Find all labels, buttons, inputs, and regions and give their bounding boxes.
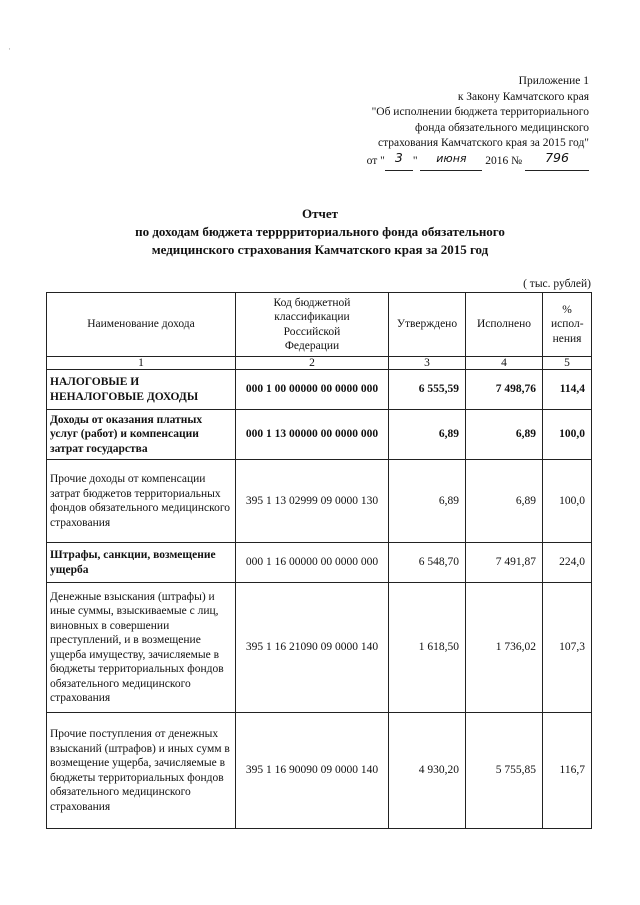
table-row xyxy=(47,543,592,583)
row-approved: 6,89 xyxy=(389,460,466,543)
title-line-1: Отчет xyxy=(302,206,338,221)
row-executed: 7 498,76 xyxy=(466,370,543,410)
row-executed: 6,89 xyxy=(466,460,543,543)
date-day-field xyxy=(385,149,413,171)
row-percent: 100,0 xyxy=(543,410,592,460)
row-approved: 6 555,59 xyxy=(389,370,466,410)
appendix-line-4: фонда обязательного медицинского xyxy=(415,121,589,134)
row-executed: 6,89 xyxy=(466,410,543,460)
header-row xyxy=(47,293,592,357)
units-note: ( тыс. рублей) xyxy=(523,278,591,290)
appendix-line-5: страхования Камчатского края за 2015 год" xyxy=(377,137,589,150)
header-percent: % испол-нения xyxy=(543,293,592,357)
row-code: 000 1 13 00000 00 0000 000 xyxy=(236,410,389,460)
row-percent: 107,3 xyxy=(543,583,592,713)
row-code: 395 1 16 21090 09 0000 140 xyxy=(236,583,389,713)
col-index-1: 1 xyxy=(47,357,236,370)
row-executed: 7 491,87 xyxy=(466,543,543,583)
table-row xyxy=(47,410,592,460)
row-approved: 6 548,70 xyxy=(389,543,466,583)
row-name: Прочие доходы от компенсации затрат бюджетов территориальных фондов обязательного медицинского страхования xyxy=(47,460,236,543)
row-percent: 114,4 xyxy=(543,370,592,410)
row-code: 000 1 00 00000 00 0000 000 xyxy=(236,370,389,410)
law-number-field xyxy=(525,149,589,171)
appendix-line-3: "Об исполнении бюджета территориального xyxy=(371,106,589,119)
appendix-line-1: Приложение 1 xyxy=(518,75,589,87)
table-row xyxy=(47,583,592,713)
title-line-2: по доходам бюджета терррриториального фонда обязательного xyxy=(135,224,505,239)
col-index-5: 5 xyxy=(543,357,592,370)
header-name: Наименование дохода xyxy=(47,293,236,357)
row-approved: 6,89 xyxy=(389,410,466,460)
row-code: 395 1 13 02999 09 0000 130 xyxy=(236,460,389,543)
row-name: Денежные взыскания (штрафы) и иные суммы, взыскиваемые с лиц, виновных в совершении преступлений, и в возмещение ущерба имуществу, зачисляемые в бюджеты территориальных фондов обязательного медицинского страхования xyxy=(47,583,236,713)
row-code: 395 1 16 90090 09 0000 140 xyxy=(236,713,389,829)
header-approved: Утверждено xyxy=(389,293,466,357)
header-executed: Исполнено xyxy=(466,293,543,357)
table-row xyxy=(47,370,592,410)
row-percent: 116,7 xyxy=(543,713,592,829)
row-approved: 1 618,50 xyxy=(389,583,466,713)
income-table xyxy=(46,292,592,829)
row-code: 000 1 16 00000 00 0000 000 xyxy=(236,543,389,583)
date-day-close: " xyxy=(412,154,418,167)
row-executed: 5 755,85 xyxy=(466,713,543,829)
row-percent: 224,0 xyxy=(543,543,592,583)
table-row xyxy=(47,460,592,543)
col-index-3: 3 xyxy=(389,357,466,370)
date-year: 2016 № xyxy=(485,154,523,167)
header-code: Код бюджетной классификации Российской Федерации xyxy=(236,293,389,357)
date-day: 3 xyxy=(394,149,403,165)
row-executed: 1 736,02 xyxy=(466,583,543,713)
row-name: Доходы от оказания платных услуг (работ) и компенсации затрат государства xyxy=(47,410,236,460)
col-index-2: 2 xyxy=(236,357,389,370)
row-name: Штрафы, санкции, возмещение ущерба xyxy=(47,543,236,583)
row-name: Прочие поступления от денежных взысканий (штрафов) и иных сумм в возмещение ущерба, зачисляемые в бюджеты территориальных фондов обязательного медицинского страхования xyxy=(47,713,236,829)
appendix-line-2: к Закону Камчатского края xyxy=(457,90,589,103)
row-name: НАЛОГОВЫЕ И НЕНАЛОГОВЫЕ ДОХОДЫ xyxy=(47,370,236,410)
title-line-3: медицинского страхования Камчатского края за 2015 год xyxy=(151,242,489,257)
law-date-line xyxy=(289,149,589,171)
table-row xyxy=(47,713,592,829)
date-month-field xyxy=(420,153,482,171)
row-percent: 100,0 xyxy=(543,460,592,543)
row-approved: 4 930,20 xyxy=(389,713,466,829)
col-index-4: 4 xyxy=(466,357,543,370)
appendix-block xyxy=(289,74,589,171)
date-prefix: от " xyxy=(366,154,385,167)
law-number: 796 xyxy=(545,149,569,165)
date-month: июня xyxy=(436,151,467,165)
column-index-row xyxy=(47,357,592,370)
scan-speck: · xyxy=(8,44,11,54)
report-title xyxy=(80,205,560,259)
